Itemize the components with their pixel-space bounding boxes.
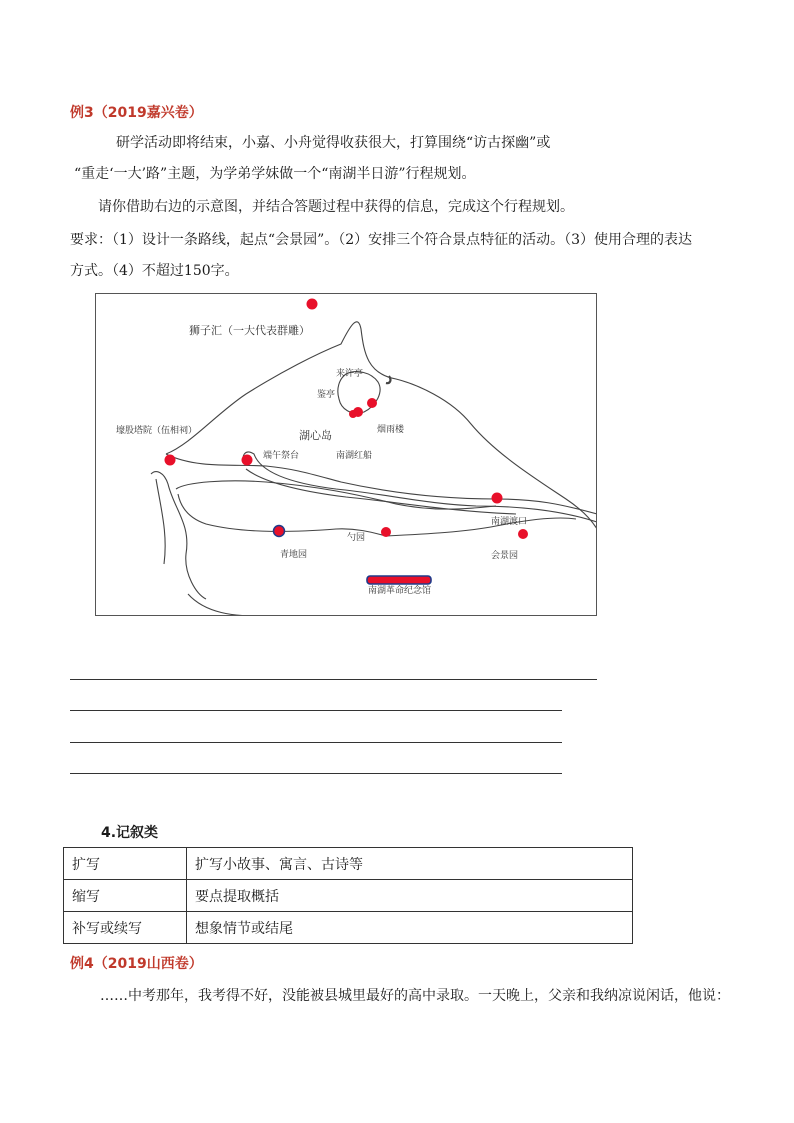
marker-jianting bbox=[367, 398, 377, 408]
south-lake-map bbox=[95, 293, 597, 616]
label-dukou: 南湖渡口 bbox=[491, 517, 528, 527]
table-row bbox=[64, 848, 633, 880]
example3-paragraph-line1: 研学活动即将结束，小嘉、小舟觉得收获很大，打算围绕“访古探幽”或 bbox=[116, 135, 551, 151]
label-shizihui: 狮子汇（一大代表群雕） bbox=[189, 324, 310, 337]
table-cell-type: 扩写 bbox=[64, 848, 187, 880]
table-row bbox=[64, 912, 633, 944]
map-shoreline bbox=[151, 322, 597, 616]
table-cell-desc: 要点提取概括 bbox=[187, 880, 633, 912]
marker-island-b bbox=[349, 410, 357, 418]
label-qingdi: 青地园 bbox=[280, 550, 308, 560]
table-cell-desc: 扩写小故事、寓言、古诗等 bbox=[187, 848, 633, 880]
label-duanwu: 端午祭台 bbox=[263, 451, 300, 461]
table-cell-type: 缩写 bbox=[64, 880, 187, 912]
example3-paragraph-line3: 请你借助右边的示意图，并结合答题过程中获得的信息，完成这个行程规划。 bbox=[98, 199, 574, 215]
label-jianting: 鉴亭 bbox=[317, 390, 336, 400]
marker-hugu bbox=[165, 455, 176, 466]
section4-heading: 4.记叙类 bbox=[101, 825, 159, 841]
narrative-type-table bbox=[63, 847, 633, 944]
label-xuxiaoting: 来许亭 bbox=[336, 369, 364, 379]
label-yanyulou: 烟雨楼 bbox=[377, 425, 405, 435]
answer-line-1[interactable] bbox=[70, 679, 597, 680]
label-huxindao: 湖心岛 bbox=[299, 429, 332, 442]
answer-line-4[interactable] bbox=[70, 773, 562, 774]
table-cell-type: 补写或续写 bbox=[64, 912, 187, 944]
example3-requirements-line2: 方式。（4）不超过150字。 bbox=[70, 263, 239, 279]
example3-requirements-line1: 要求：（1）设计一条路线，起点“会景园”。（2）安排三个符合景点特征的活动。（3）使用合理的表达 bbox=[70, 232, 693, 248]
label-shaoyuan: 勺园 bbox=[347, 533, 366, 543]
marker-duanwu bbox=[242, 455, 253, 466]
marker-shizihui bbox=[307, 299, 318, 310]
answer-line-3[interactable] bbox=[70, 742, 562, 743]
label-hongchuan: 南湖红船 bbox=[336, 451, 373, 461]
label-jinianguan: 南湖革命纪念馆 bbox=[368, 586, 432, 596]
table-row bbox=[64, 880, 633, 912]
table-cell-desc: 想象情节或结尾 bbox=[187, 912, 633, 944]
example4-paragraph-line1: ……中考那年，我考得不好，没能被县城里最好的高中录取。一天晚上，父亲和我纳凉说闲话，他说： bbox=[100, 988, 730, 1004]
example3-paragraph-line2: “重走‘一大’路”主题，为学弟学妹做一个“南湖半日游”行程规划。 bbox=[74, 166, 476, 182]
example3-title: 例3（2019嘉兴卷） bbox=[70, 105, 203, 121]
marker-shaoyuan bbox=[381, 527, 391, 537]
label-hugu: 壕股塔院（伍相祠） bbox=[116, 426, 198, 436]
answer-line-2[interactable] bbox=[70, 710, 562, 711]
marker-dukou bbox=[492, 493, 503, 504]
marker-huijing bbox=[518, 529, 528, 539]
marker-qingdi bbox=[274, 526, 285, 537]
label-huijing: 会景园 bbox=[491, 551, 519, 561]
example4-title: 例4（2019山西卷） bbox=[70, 956, 203, 972]
